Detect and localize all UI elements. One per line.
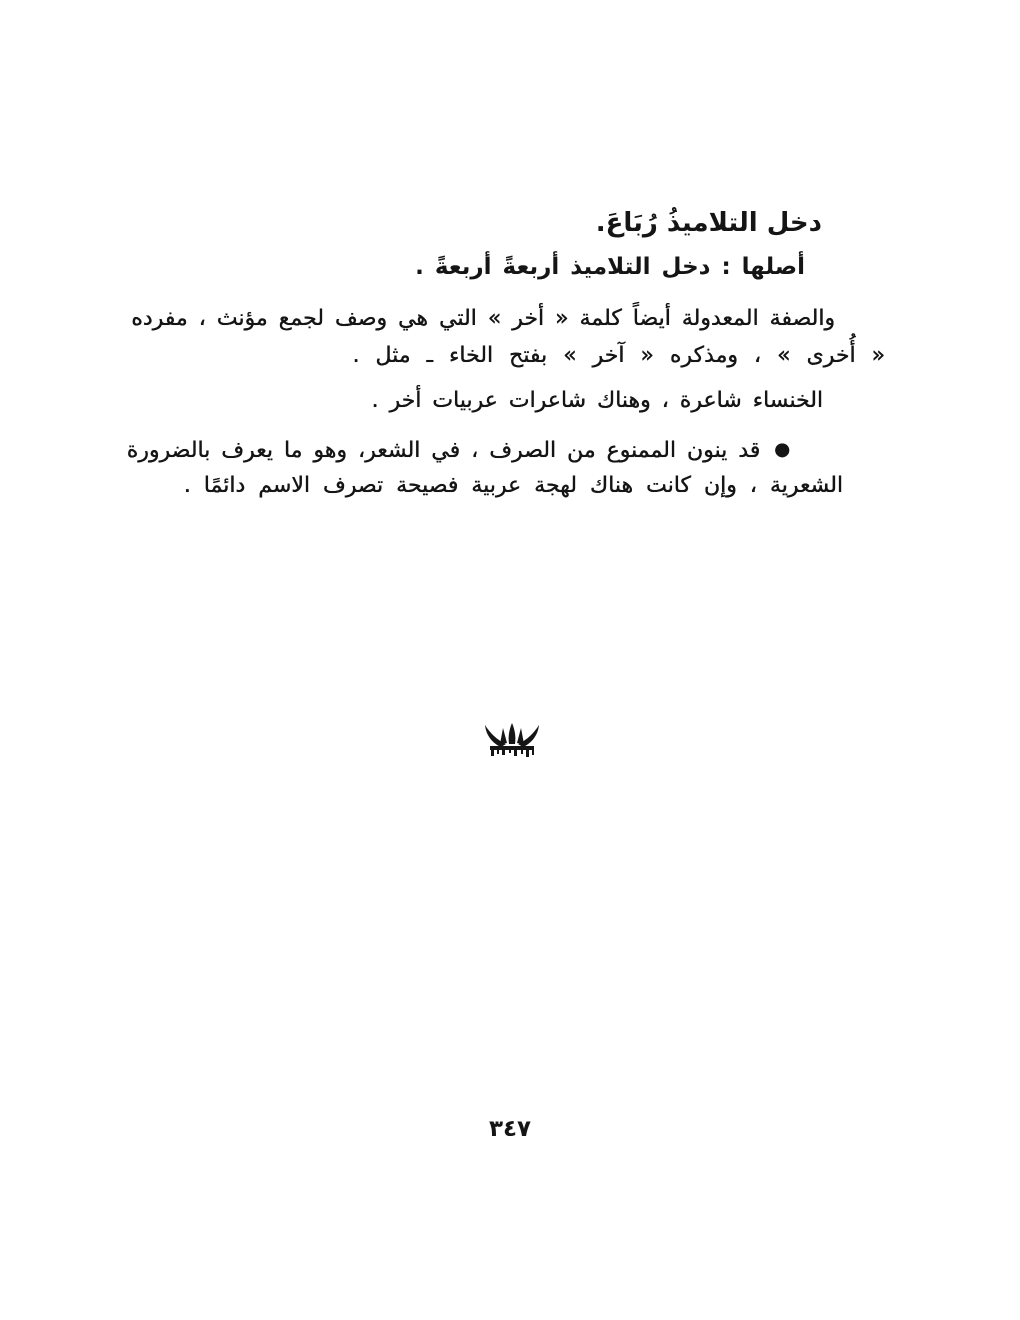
note-line-2: الشعرية ، وإن كانت هناك لهجة عربية فصيحة تصرف الاسم دائمًا .	[183, 473, 843, 498]
origin-label: أصلها	[741, 254, 805, 280]
paragraph-line-2: « أُخرى » ، ومذكره « آخر » بفتح الخاء ـ مثل .	[352, 343, 885, 368]
example-sentence: الخنساء شاعرة ، وهناك شاعرات عربيات أخر .	[371, 388, 823, 413]
bullet-icon: ●	[774, 439, 790, 460]
note-text-1: قد ينون الممنوع من الصرف ، في الشعر، وهو ما يعرف بالضرورة	[126, 438, 761, 463]
origin-sentence	[415, 254, 805, 280]
origin-text: : دخل التلاميذ أربعةً أربعةً .	[415, 254, 742, 280]
lotus-ornament-icon	[483, 719, 541, 759]
page-number: ٣٤٧	[488, 1116, 532, 1142]
paragraph-line-1: والصفة المعدولة أيضاً كلمة « أخر » التي هي وصف لجمع مؤنث ، مفرده	[131, 306, 835, 331]
section-heading: دخل التلاميذُ رُبَاعَ.	[595, 208, 822, 238]
note-line-1	[127, 438, 790, 463]
